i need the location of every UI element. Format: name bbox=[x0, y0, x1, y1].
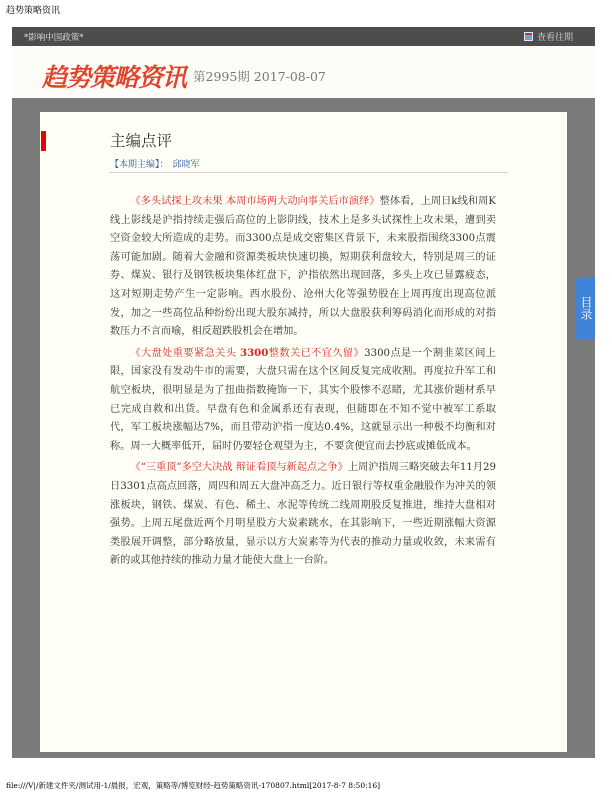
paragraph bbox=[110, 192, 496, 342]
calendar-icon bbox=[524, 32, 533, 41]
section-marker bbox=[41, 131, 46, 151]
window-title: 趋势策略资讯 bbox=[6, 6, 61, 16]
editor-line bbox=[110, 157, 200, 170]
issue-info: 第2995期 2017-08-07 bbox=[193, 69, 326, 84]
tagline: *影响中国政策* bbox=[24, 33, 84, 43]
paragraph bbox=[110, 344, 496, 457]
paragraph-body: 整体看，上周日k线和周K线上影线是沪指持续走强后高位的上影阴线，技术上是多头试探性上攻未果，遭到卖空资金较大所造成的走势。而3300点是成交密集区背景下，未来股指围绕3300点震荡可能加剧。随着大金融和资源类板块快速切换，短期获利盘较大，特别是周三的证券、煤炭、银行及钢铁板块集体红盘下，沪指依然出现回落，多头上攻已显露疲态，这对短期走势产生一定影响。西水股份、沧州大化等强势股在上周再度出现高位派发，加之一些高位品种纷纷出现大股东减持，所以大盘股获利筹码消化而形成的对指数压力不言而喻，相反超跌股机会在增加。 bbox=[110, 196, 496, 338]
toc-tab[interactable] bbox=[576, 277, 595, 339]
paragraph bbox=[110, 458, 496, 571]
paragraph-headline: 《“三重顶”多空大决战 辩证看顶与新起点之争》 bbox=[130, 462, 348, 474]
masthead bbox=[12, 46, 595, 99]
article-body bbox=[110, 192, 496, 571]
paragraph-body: 3300点是一个割韭菜区间上限，国家没有发动牛市的需要，大盘只需在这个区间反复完成收割。再度拉升军工和航空板块，很明显是为了扭曲指数掩饰一下，其实个股惨不忍睹，尤其涨价题材系早已完成自救和出货。早盘有色和金属系还有表现，但随即在不知不觉中被军工系取代，军工板块涨幅达7%，而且带动沪指一度达0.4%，这就显示出一种极不均衡和对称。周一大概率低开，届时仍要轻仓观望为主，不要贪便宜而去抄底或摊低成本。 bbox=[110, 347, 496, 452]
archive-link-label: 查看往期 bbox=[536, 33, 573, 43]
section-title: 主编点评 bbox=[110, 132, 173, 150]
divider bbox=[110, 172, 508, 173]
editor-name: 邱晓军 bbox=[172, 160, 200, 170]
file-path: file:///V|/新建文件夹/测试用-1/晨报，宏观，策略等/博览财经-趋势策略资讯-170807.html[2017-8-7 8:50:16] bbox=[6, 781, 381, 790]
paragraph-headline: 《多头试探上攻未果 本周市场两大动向事关后市演绎》 bbox=[130, 196, 380, 207]
brand-logo: 趋势策略资讯 bbox=[42, 63, 187, 92]
archive-link[interactable] bbox=[524, 30, 573, 43]
toc-tab-label: 目录 bbox=[579, 296, 593, 320]
paragraph-body: 上周沪指周三略突破去年11月29日3301点高点回落，周四和周五大盘冲高乏力。近日银行等权重金融股作为冲关的领涨板块，钢铁、煤炭、有色、稀土、水泥等传统二线周期股反复推进，维持大盘相对强势。上周五尾盘近两个月明星股方大炭素跳水，在其影响下，一些近期涨幅大资源类股展开调整，部分略放量，显示以方大炭素等为代表的推动力量或收敛，未来需有新的或其他持续的推动力量才能使大盘上一台阶。 bbox=[110, 462, 496, 567]
paragraph-headline: 《大盘处重要紧急关头 3300整数关已不宜久留》 bbox=[130, 346, 365, 359]
editor-label: 【本期主编】： bbox=[110, 160, 169, 170]
top-bar bbox=[12, 27, 595, 46]
